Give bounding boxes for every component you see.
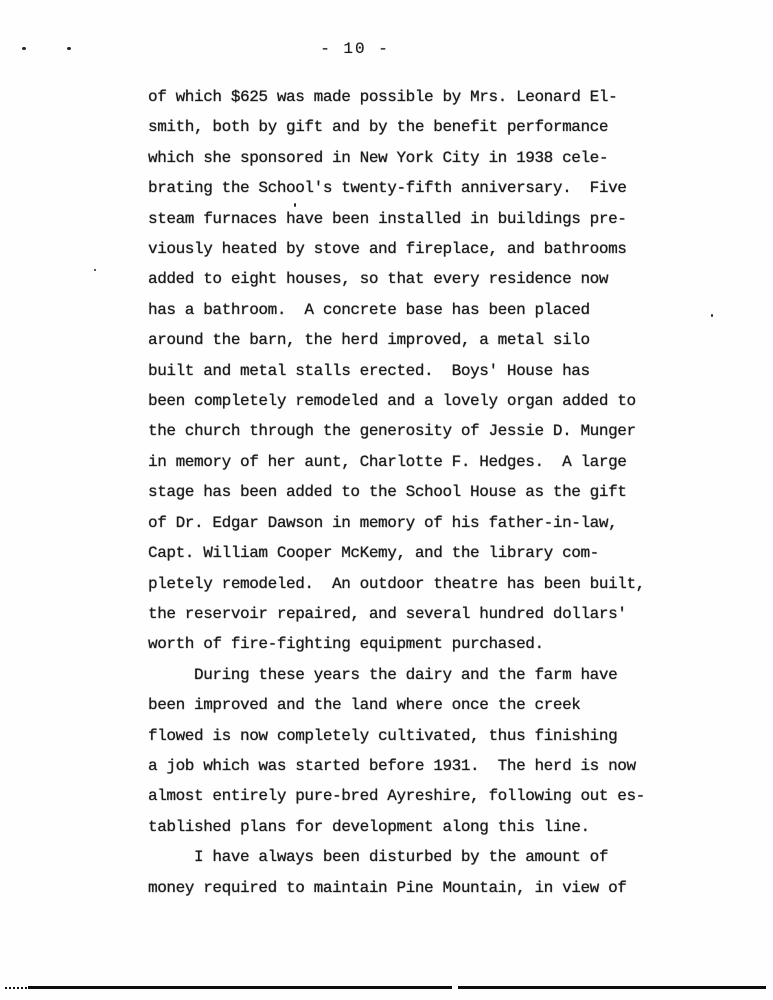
text-line: built and metal stalls erected. Boys' House has (148, 361, 590, 380)
text-line: During these years the dairy and the farm have (194, 665, 618, 684)
text-line: pletely remodeled. An outdoor theatre has been built, (148, 574, 645, 593)
text-line: flowed is now completely cultivated, thus finishing (148, 726, 618, 745)
text-line: the reservoir repaired, and several hundred dollars' (148, 604, 627, 623)
text-line: tablished plans for development along this line. (148, 817, 590, 836)
text-line: which she sponsored in New York City in 1938 cele- (148, 148, 609, 167)
text-line: a job which was started before 1931. The herd is now (148, 756, 636, 775)
text-line: has a bathroom. A concrete base has been placed (148, 300, 590, 319)
text-line: almost entirely pure-bred Ayreshire, following out es- (148, 787, 645, 806)
scan-edge-line-dotted (5, 987, 27, 989)
text-line: money required to maintain Pine Mountain, in view of (148, 878, 627, 897)
text-line: been improved and the land where once the creek (148, 696, 581, 715)
text-line: of which $625 was made possible by Mrs. Leonard El- (148, 88, 618, 106)
scan-edge-line (28, 986, 452, 989)
text-line: stage has been added to the School House as the gift (148, 483, 627, 502)
text-line: added to eight houses, so that every residence now (148, 270, 609, 289)
text-line: the church through the generosity of Jessie D. Munger (148, 422, 636, 441)
text-line: brating the School's twenty-fifth anniversary. Five (148, 179, 627, 198)
scan-speckle (94, 269, 96, 271)
text-line: viously heated by stove and fireplace, and bathrooms (148, 240, 627, 259)
body-text (148, 82, 708, 903)
text-line: steam furnaces have been installed in buildings pre- (148, 209, 627, 228)
text-line: of Dr. Edgar Dawson in memory of his father-in-law, (148, 513, 618, 532)
page-number: - 10 - (320, 40, 390, 58)
text-line: worth of fire-fighting equipment purchased. (148, 635, 544, 654)
text-line: smith, both by gift and by the benefit performance (148, 118, 609, 137)
scan-speckle (711, 314, 713, 317)
text-line: around the barn, the herd improved, a metal silo (148, 331, 590, 350)
text-line: in memory of her aunt, Charlotte F. Hedges. A large (148, 452, 627, 471)
scan-edge-line (458, 986, 766, 989)
text-line: been completely remodeled and a lovely organ added to (148, 392, 636, 411)
text-line: Capt. William Cooper McKemy, and the library com- (148, 544, 599, 563)
text-line: I have always been disturbed by the amount of (194, 848, 609, 867)
